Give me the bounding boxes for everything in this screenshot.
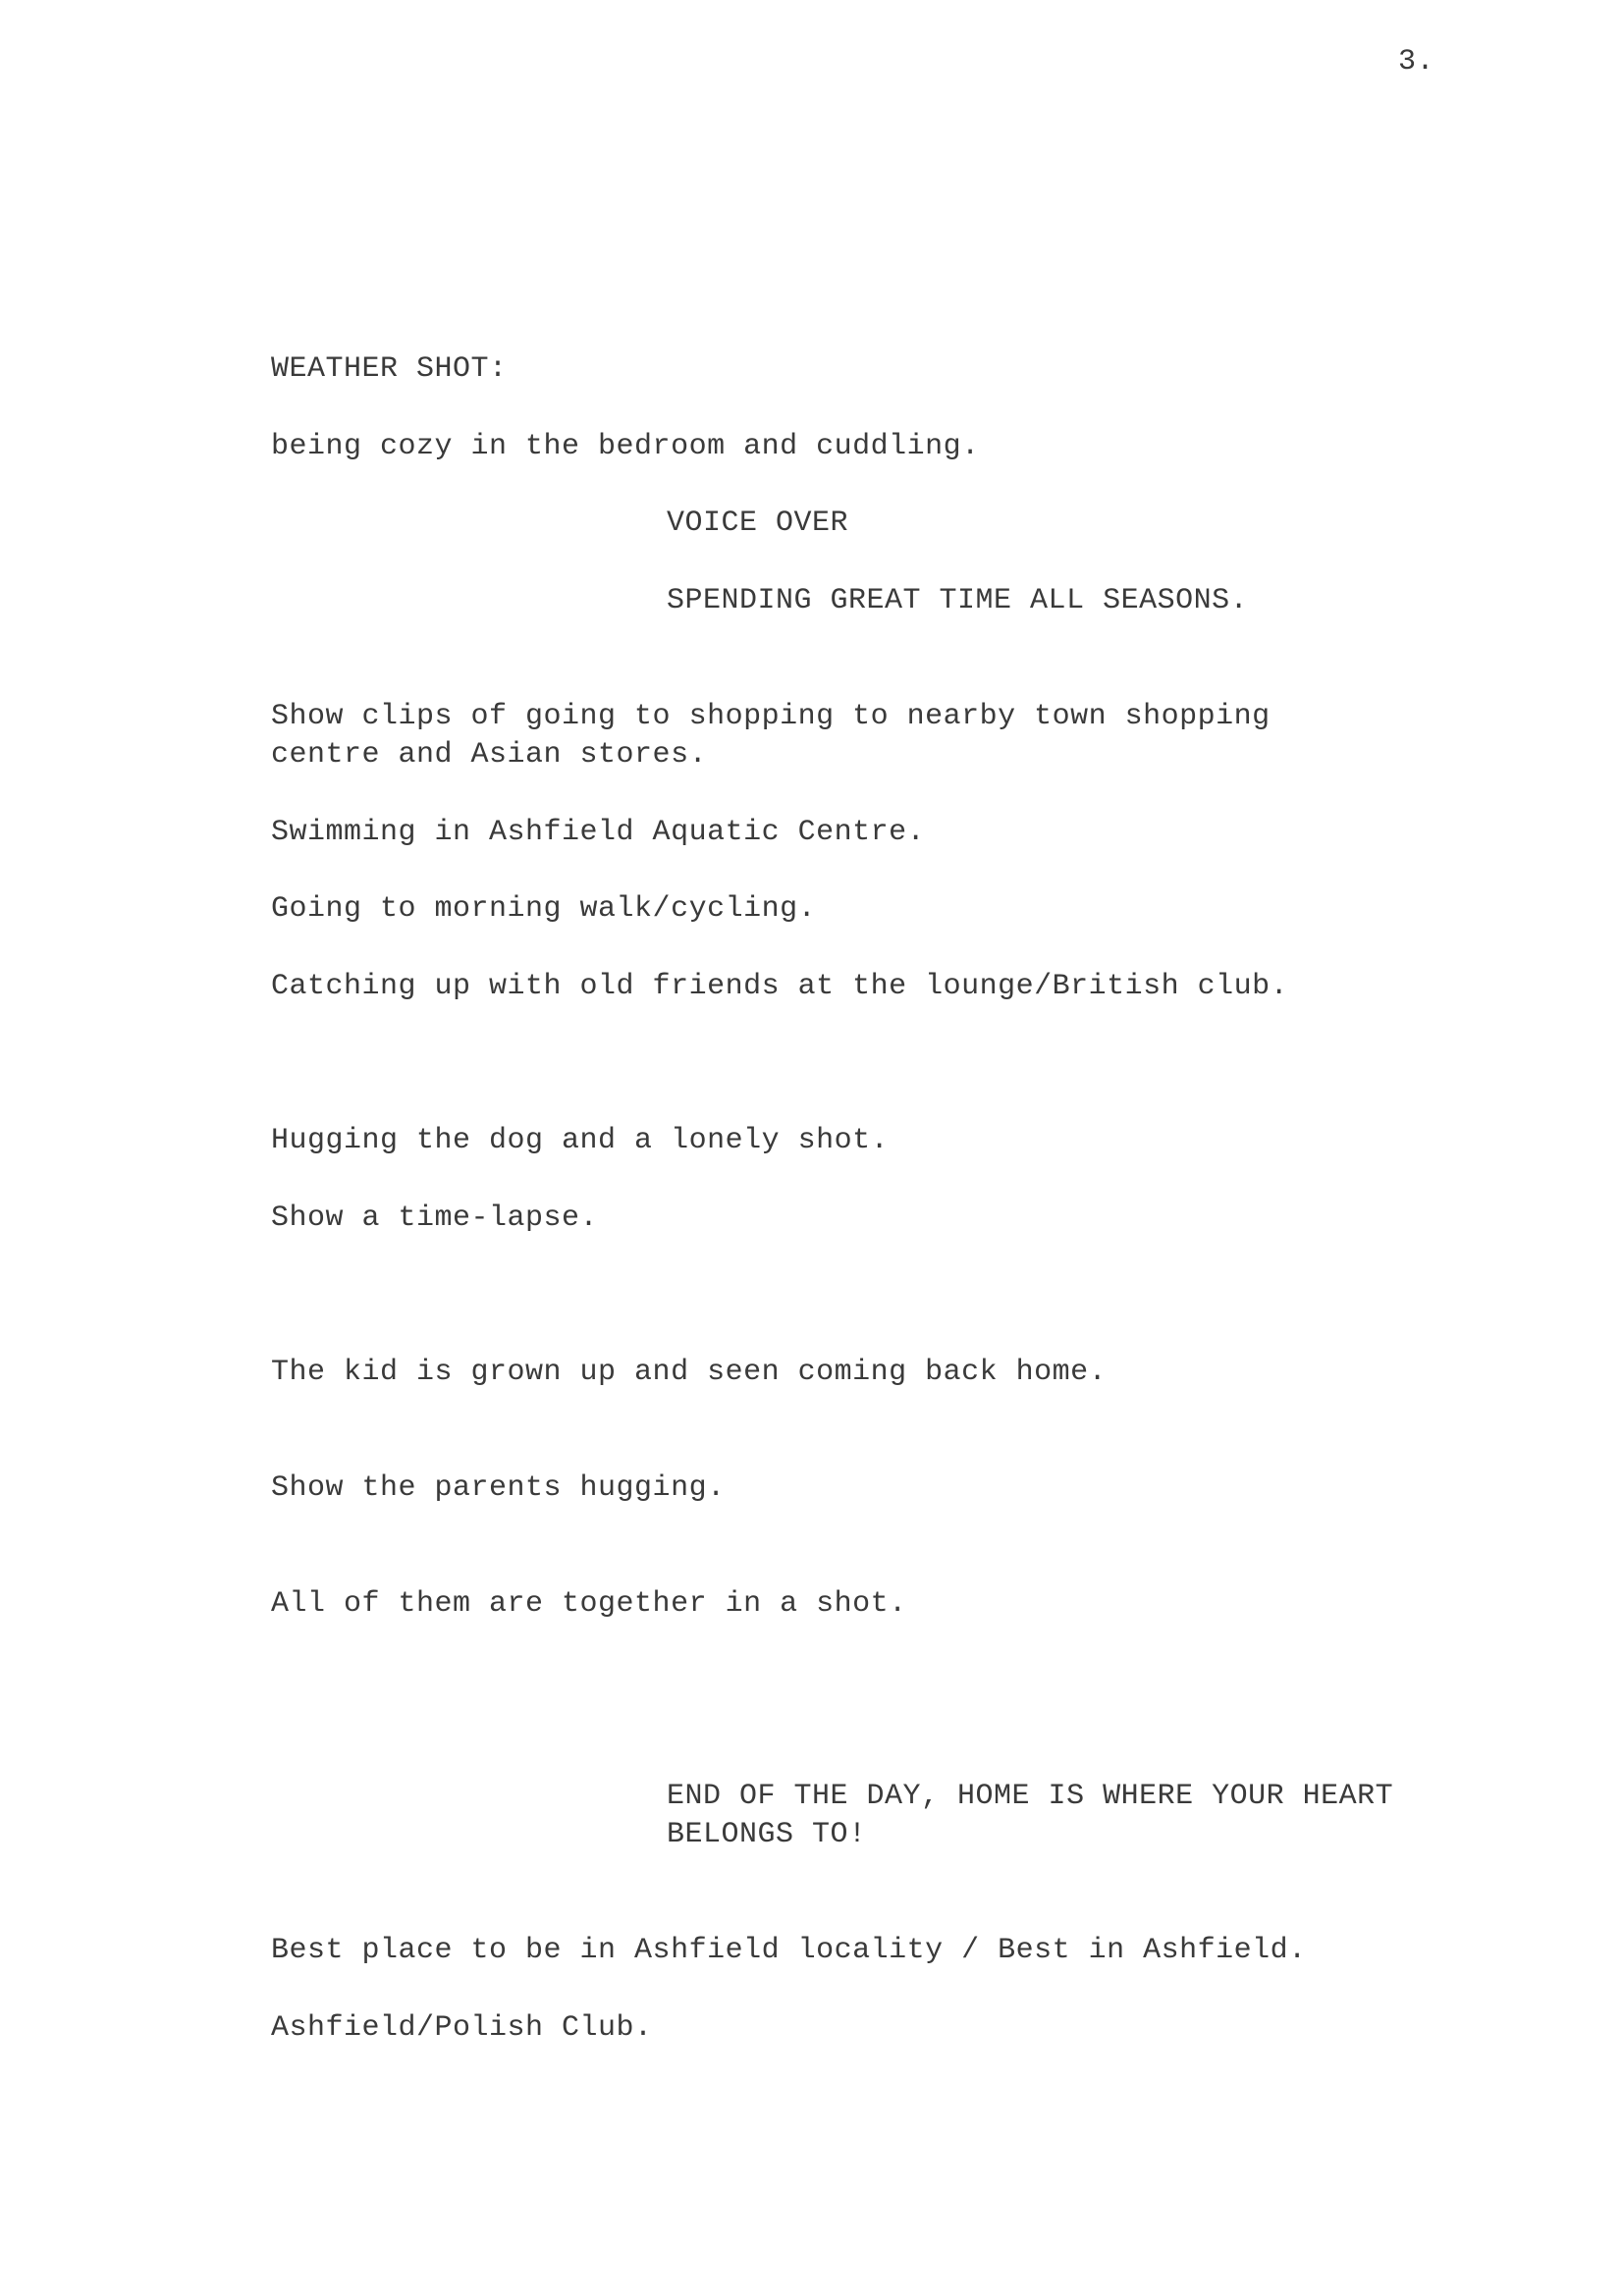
voice-over-dialogue: SPENDING GREAT TIME ALL SEASONS. (667, 584, 1249, 617)
dog-action: Hugging the dog and a lonely shot. (271, 1124, 890, 1157)
together-action: All of them are together in a shot. (271, 1587, 907, 1621)
swimming-action: Swimming in Ashfield Aquatic Centre. (271, 816, 926, 849)
page-number: 3. (1398, 45, 1435, 79)
weather-shot-heading: WEATHER SHOT: (271, 352, 508, 386)
parents-action: Show the parents hugging. (271, 1471, 726, 1505)
end-dialogue-line-2: BELONGS TO! (667, 1818, 867, 1851)
shopping-action-line-1: Show clips of going to shopping to nearby town shopping (271, 700, 1271, 733)
shopping-action-line-2: centre and Asian stores. (271, 738, 708, 772)
best-place-action: Best place to be in Ashfield locality / Best in Ashfield. (271, 1934, 1307, 1967)
bedroom-action: being cozy in the bedroom and cuddling. (271, 430, 980, 463)
walk-action: Going to morning walk/cycling. (271, 892, 817, 926)
friends-action: Catching up with old friends at the lounge/British club. (271, 970, 1289, 1003)
kid-action: The kid is grown up and seen coming back home. (271, 1356, 1108, 1389)
voice-over-character: VOICE OVER (667, 507, 849, 540)
club-action: Ashfield/Polish Club. (271, 2011, 653, 2045)
end-dialogue-line-1: END OF THE DAY, HOME IS WHERE YOUR HEART (667, 1780, 1394, 1813)
timelapse-action: Show a time-lapse. (271, 1201, 599, 1235)
